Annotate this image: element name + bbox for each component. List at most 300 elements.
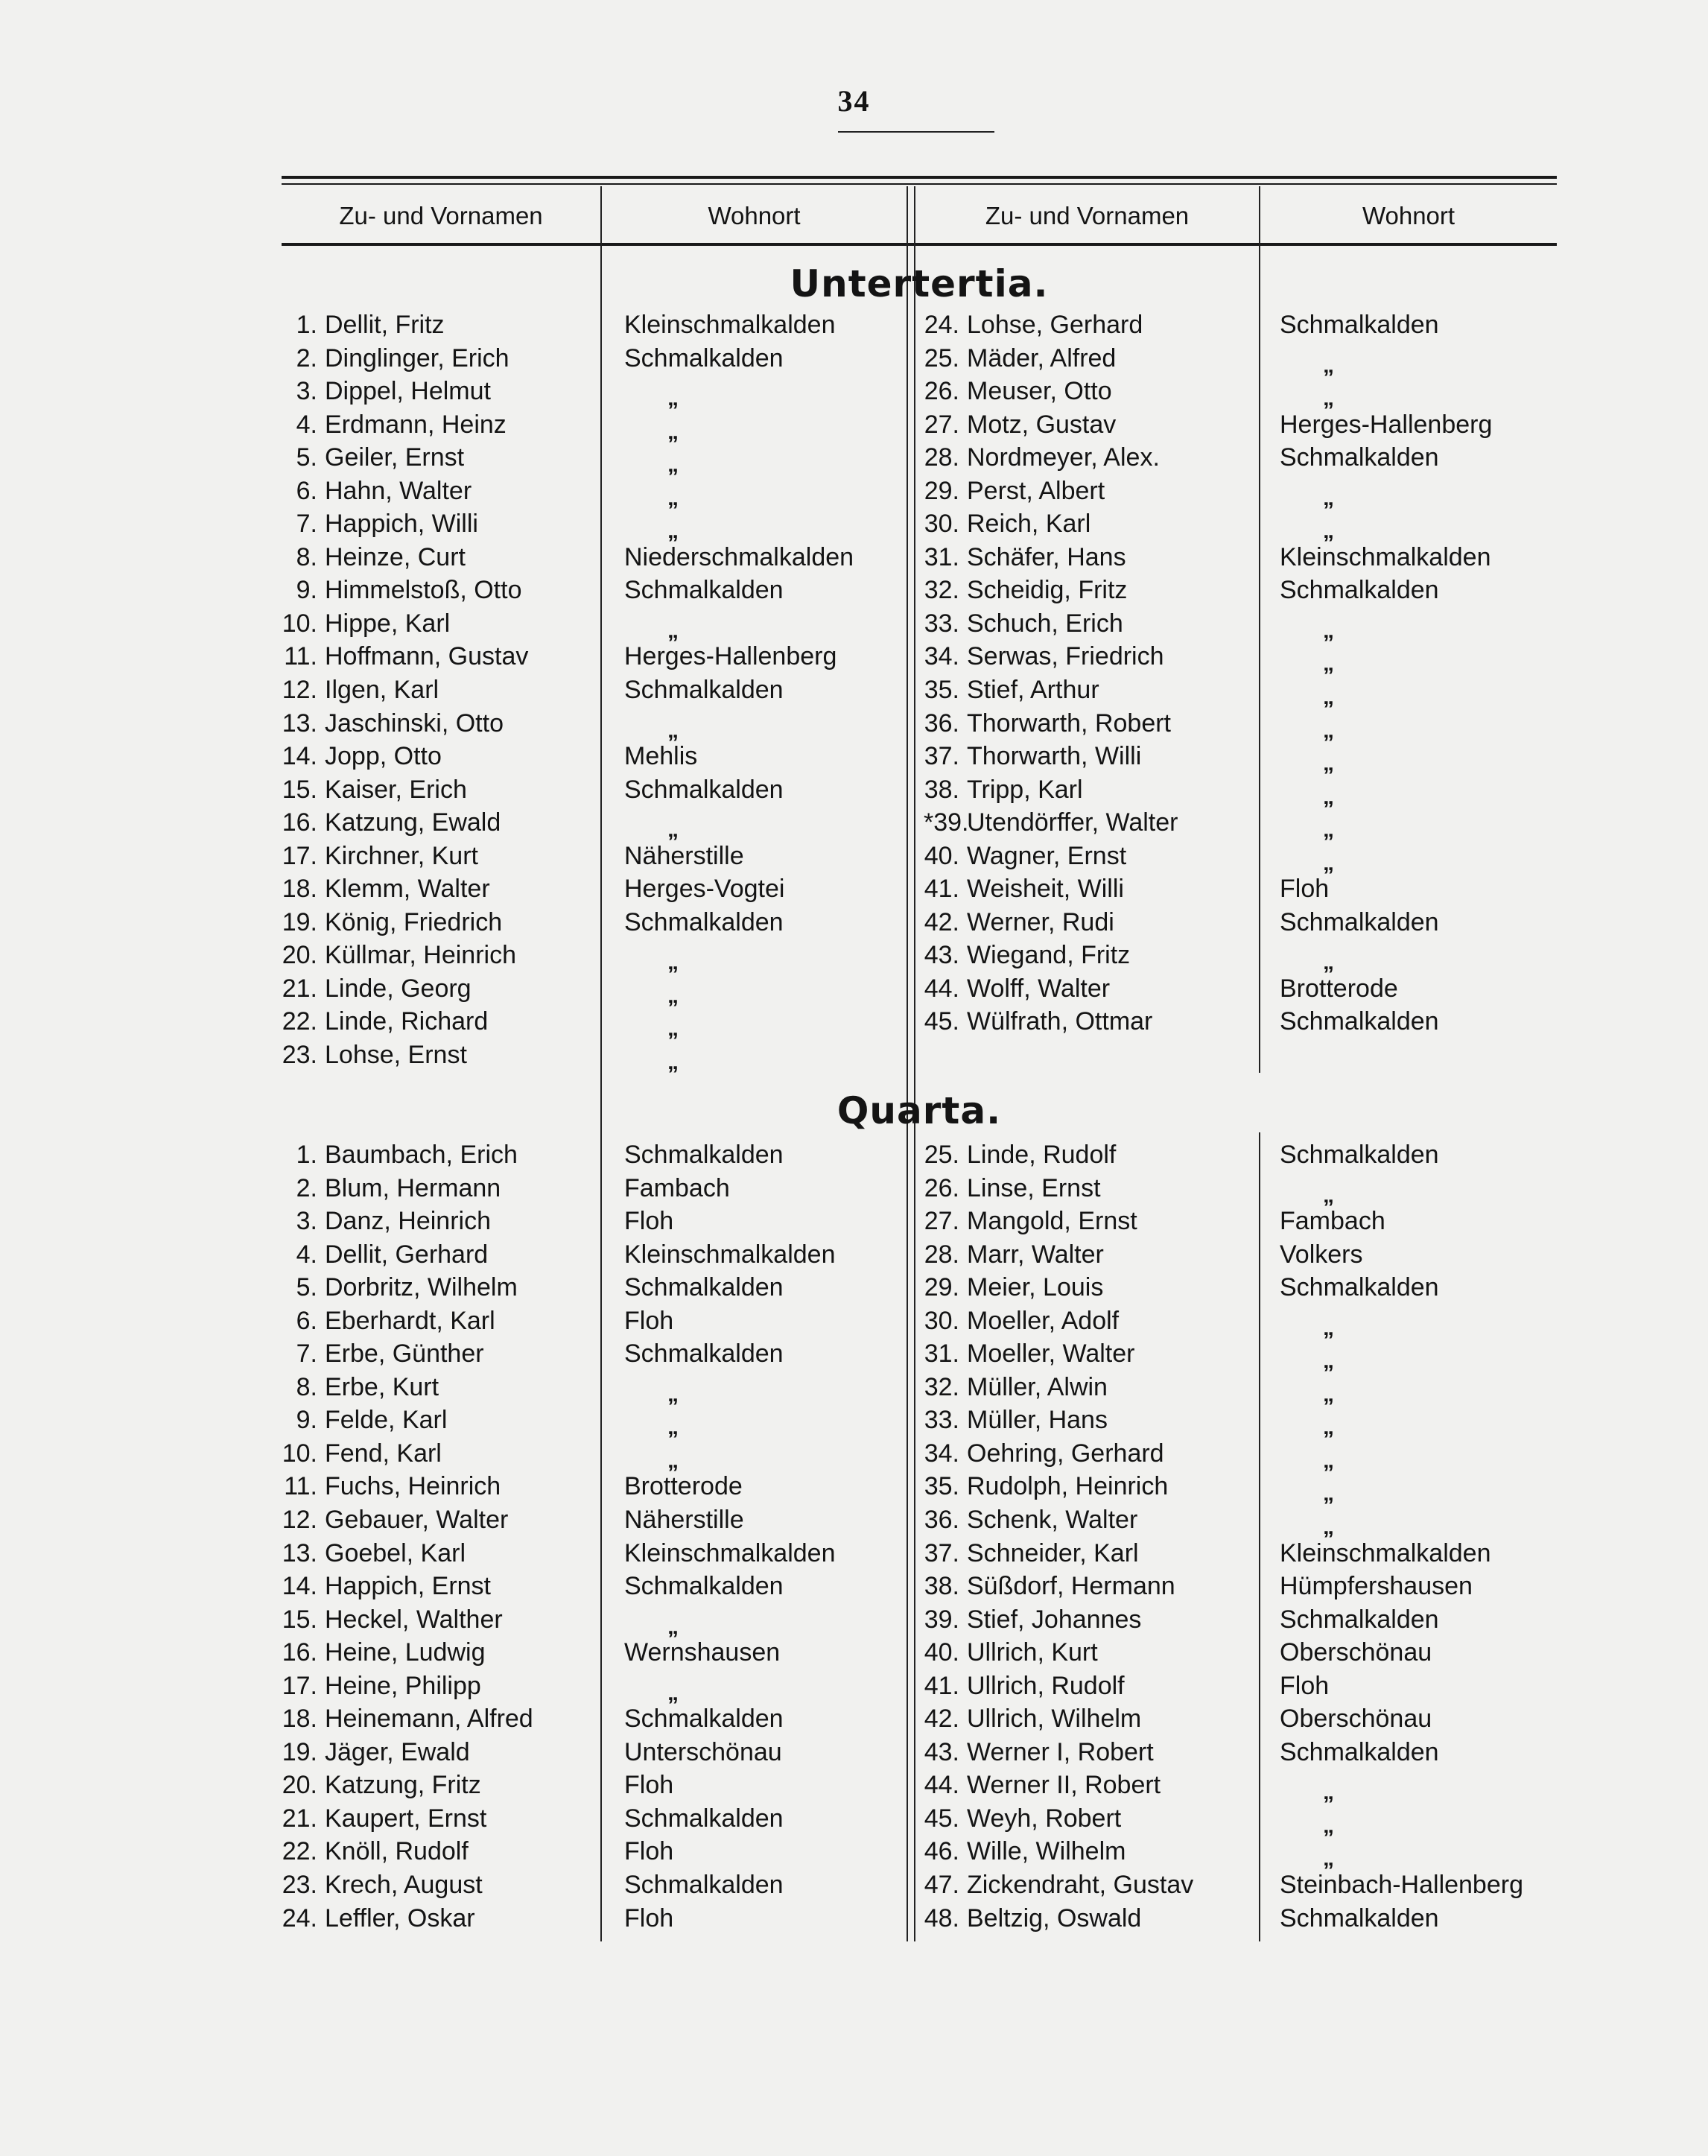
student-name: Hahn, Walter (325, 476, 472, 505)
table-row (624, 408, 907, 442)
table-row (924, 806, 1259, 840)
table-row (1280, 1371, 1557, 1407)
student-name: Ilgen, Karl (325, 676, 439, 705)
entry-number: 20. (282, 1771, 317, 1800)
entry-number: 18. (282, 875, 317, 904)
table-row (624, 1670, 907, 1703)
table-row (282, 740, 600, 773)
table-row (1280, 1404, 1557, 1440)
table-row (624, 906, 907, 939)
table-row (1280, 574, 1557, 607)
residence: Floh (1280, 875, 1330, 904)
table-row (924, 1470, 1259, 1503)
entry-number: 44. (924, 1771, 959, 1800)
residence: „ (667, 419, 679, 444)
table-row (282, 1802, 600, 1836)
entry-number: 12. (282, 1506, 317, 1535)
untertertia-right-places (1280, 308, 1557, 1072)
student-name: Reich, Karl (967, 510, 1091, 539)
residence: „ (1323, 1846, 1334, 1871)
residence: Floh (624, 1771, 674, 1800)
table-row (282, 1537, 600, 1570)
residence: „ (1323, 352, 1334, 378)
table-row (924, 1802, 1259, 1836)
residence: „ (667, 1050, 679, 1075)
table-row (924, 939, 1259, 972)
table-row (282, 1337, 600, 1371)
entry-number: 23. (282, 1041, 317, 1070)
student-name: König, Friedrich (325, 907, 503, 936)
residence: „ (1323, 1515, 1334, 1540)
student-name: Ullrich, Rudolf (967, 1671, 1125, 1700)
entry-number: 16. (282, 808, 317, 837)
table-row (924, 707, 1259, 741)
residence: Schmalkalden (624, 775, 784, 804)
table-row (282, 1172, 600, 1205)
table-row (924, 906, 1259, 939)
entry-number: 37. (924, 742, 959, 771)
residence: Schmalkalden (624, 1273, 784, 1302)
entry-number: 32. (924, 1372, 959, 1401)
entry-number: 4. (296, 1240, 317, 1269)
student-name: Linse, Ernst (967, 1173, 1101, 1202)
entry-number: 21. (282, 1804, 317, 1833)
student-name: Erbe, Kurt (325, 1372, 439, 1401)
table-row (624, 773, 907, 807)
table-row (282, 1238, 600, 1272)
entry-number: 40. (924, 841, 959, 870)
entry-number: 33. (924, 609, 959, 638)
student-name: Danz, Heinrich (325, 1207, 491, 1236)
table-row (624, 939, 907, 975)
table-row (1280, 1503, 1557, 1540)
student-name: Nordmeyer, Alex. (967, 443, 1160, 472)
residence: „ (667, 1381, 679, 1407)
table-row (924, 1172, 1259, 1205)
table-row (924, 1404, 1259, 1437)
entry-number: 31. (924, 542, 959, 571)
entry-number: 14. (282, 742, 317, 771)
student-name: Mangold, Ernst (967, 1207, 1137, 1236)
table-row (282, 840, 600, 873)
table-row (624, 872, 907, 906)
entry-number: 8. (296, 1372, 317, 1401)
table-row (624, 1039, 907, 1075)
residence: Schmalkalden (624, 676, 784, 705)
table-row (624, 1470, 907, 1503)
table-row (624, 308, 907, 342)
table-row (1280, 308, 1557, 342)
student-name: Weisheit, Willi (967, 875, 1124, 904)
entry-number: 34. (924, 642, 959, 671)
table-row (924, 1271, 1259, 1304)
table-row (924, 1039, 1259, 1072)
student-name: Erdmann, Heinz (325, 410, 507, 439)
student-name: Katzung, Fritz (325, 1771, 481, 1800)
student-name: Tripp, Karl (967, 775, 1083, 804)
table-row (624, 375, 907, 411)
residence: „ (667, 1614, 679, 1639)
residence: Schmalkalden (1280, 907, 1439, 936)
header-place-right: Wohnort (1362, 202, 1455, 229)
residence: „ (1323, 784, 1334, 809)
residence: Floh (624, 1903, 674, 1933)
table-row (282, 1603, 600, 1637)
table-row (924, 1736, 1259, 1769)
residence: Volkers (1280, 1240, 1363, 1269)
table-row (924, 375, 1259, 408)
residence: Brotterode (1280, 974, 1398, 1003)
table-row (1280, 640, 1557, 676)
student-name: Klemm, Walter (325, 875, 490, 904)
student-name: Blum, Hermann (325, 1173, 501, 1202)
entry-number: 3. (296, 1207, 317, 1236)
entry-number: 19. (282, 1737, 317, 1766)
student-name: Marr, Walter (967, 1240, 1104, 1269)
residence: Fambach (1280, 1207, 1385, 1236)
table-row (282, 1304, 600, 1338)
page-number-rule (838, 131, 994, 133)
table-row (624, 1902, 907, 1935)
table-row (624, 1271, 907, 1304)
table-row (1280, 1802, 1557, 1836)
entry-number: 15. (282, 1605, 317, 1634)
table-row (1280, 342, 1557, 378)
table-row (282, 408, 600, 442)
residence: Schmalkalden (624, 1871, 784, 1900)
residence: Schmalkalden (624, 1572, 784, 1601)
table-row (282, 773, 600, 807)
table-row (924, 441, 1259, 475)
table-row (924, 840, 1259, 873)
table-row (1280, 1769, 1557, 1805)
table-row (282, 1736, 600, 1769)
student-name: Wiegand, Fritz (967, 941, 1131, 970)
student-name: Lohse, Ernst (325, 1041, 467, 1070)
table-row (282, 1138, 600, 1172)
entry-number: 35. (924, 1472, 959, 1501)
quarta-right-names (924, 1138, 1259, 1935)
student-name: Schuch, Erich (967, 609, 1123, 638)
table-row (282, 707, 600, 741)
table-row (924, 342, 1259, 375)
residence: Kleinschmalkalden (624, 1538, 836, 1567)
entry-number: 12. (282, 676, 317, 705)
column-divider-3-lower (1259, 1132, 1260, 1941)
entry-number: 38. (924, 1572, 959, 1601)
residence: Oberschönau (1280, 1638, 1432, 1667)
student-name: Linde, Richard (325, 1007, 489, 1036)
table-row (1280, 1437, 1557, 1471)
table-row (282, 872, 600, 906)
column-divider-3-upper (1259, 186, 1260, 1073)
table-row (1280, 1337, 1557, 1374)
table-row (624, 441, 907, 478)
student-name: Dippel, Helmut (325, 377, 491, 406)
table-row (624, 475, 907, 508)
entry-number: 26. (924, 1173, 959, 1202)
residence: Herges-Hallenberg (624, 642, 837, 671)
residence: Schmalkalden (1280, 576, 1439, 605)
residence: Schmalkalden (624, 1141, 784, 1169)
table-row (924, 1670, 1259, 1703)
student-name: Schenk, Walter (967, 1506, 1138, 1535)
entry-number: 41. (924, 875, 959, 904)
table-row (624, 840, 907, 873)
student-name: Zickendraht, Gustav (967, 1871, 1194, 1900)
table-row (624, 1868, 907, 1902)
residence: Wernshausen (624, 1638, 781, 1667)
table-row (624, 1304, 907, 1338)
table-row (1280, 740, 1557, 776)
table-row (1280, 906, 1557, 939)
residence: Schmalkalden (624, 1705, 784, 1734)
student-name: Stief, Arthur (967, 676, 1099, 705)
entry-number: 9. (296, 576, 317, 605)
student-name: Motz, Gustav (967, 410, 1117, 439)
student-name: Heinemann, Alfred (325, 1705, 533, 1734)
table-row (624, 1238, 907, 1272)
residence: „ (1323, 751, 1334, 776)
residence: „ (1323, 1448, 1334, 1473)
residence: Herges-Vogtei (624, 875, 785, 904)
student-name: Schäfer, Hans (967, 542, 1126, 571)
table-row (1280, 541, 1557, 574)
residence: Floh (624, 1207, 674, 1236)
table-row (282, 1271, 600, 1304)
entry-number: 19. (282, 907, 317, 936)
student-name: Eberhardt, Karl (325, 1306, 495, 1335)
entry-number: 25. (924, 343, 959, 372)
table-row (1280, 840, 1557, 873)
residence: Kleinschmalkalden (1280, 1538, 1491, 1567)
table-row (924, 541, 1259, 574)
table-row (624, 607, 907, 641)
table-row (924, 1437, 1259, 1471)
residence: Niederschmalkalden (624, 542, 854, 571)
residence: Kleinschmalkalden (1280, 542, 1491, 571)
student-name: Happich, Ernst (325, 1572, 491, 1601)
entry-number: 41. (924, 1671, 959, 1700)
residence: „ (1323, 717, 1334, 743)
table-row (1280, 375, 1557, 411)
table-row (924, 1868, 1259, 1902)
residence: „ (1323, 1813, 1334, 1838)
entry-number: 2. (296, 343, 317, 372)
residence: „ (667, 983, 679, 1008)
table-row (282, 1835, 600, 1868)
residence: Fambach (624, 1173, 730, 1202)
table-row (924, 1138, 1259, 1172)
student-name: Happich, Willi (325, 510, 478, 539)
student-name: Ullrich, Wilhelm (967, 1705, 1142, 1734)
entry-number: 9. (296, 1406, 317, 1435)
table-row (624, 1769, 907, 1802)
residence: Kleinschmalkalden (624, 1240, 836, 1269)
table-row (624, 640, 907, 673)
residence: Schmalkalden (1280, 1141, 1439, 1169)
student-name: Hoffmann, Gustav (325, 642, 529, 671)
residence: Schmalkalden (624, 1804, 784, 1833)
table-row (1280, 1005, 1557, 1039)
entry-number: 23. (282, 1871, 317, 1900)
student-name: Müller, Hans (967, 1406, 1108, 1435)
student-name: Rudolph, Heinrich (967, 1472, 1169, 1501)
student-name: Dellit, Gerhard (325, 1240, 489, 1269)
table-row (624, 574, 907, 607)
residence: „ (1323, 1315, 1334, 1340)
table-row (282, 441, 600, 475)
table-row (624, 806, 907, 843)
residence: Brotterode (624, 1472, 743, 1501)
table-row (282, 1868, 600, 1902)
table-row (1280, 1205, 1557, 1238)
entry-number: 45. (924, 1804, 959, 1833)
table-row (282, 1670, 600, 1703)
table-row (282, 1205, 600, 1238)
table-row (1280, 507, 1557, 544)
residence: Schmalkalden (1280, 1605, 1439, 1634)
student-name: Himmelstoß, Otto (325, 576, 522, 605)
table-row (282, 1371, 600, 1404)
residence: Unterschönau (624, 1737, 782, 1766)
student-name: Mäder, Alfred (967, 343, 1117, 372)
residence: Kleinschmalkalden (624, 311, 836, 339)
entry-number: 13. (282, 1538, 317, 1567)
student-name: Müller, Alwin (967, 1372, 1108, 1401)
student-name: Linde, Georg (325, 974, 472, 1003)
student-name: Perst, Albert (967, 476, 1105, 505)
student-name: Katzung, Ewald (325, 808, 501, 837)
table-row (282, 806, 600, 840)
table-row (924, 1570, 1259, 1603)
table-row (924, 574, 1259, 607)
entry-number: 37. (924, 1538, 959, 1567)
student-name: Thorwarth, Willi (967, 742, 1142, 771)
table-row (282, 1902, 600, 1935)
top-rule-thin (282, 183, 1557, 185)
residence: Floh (624, 1837, 674, 1866)
table-row (282, 375, 600, 408)
entry-number: 25. (924, 1141, 959, 1169)
student-name: Heine, Ludwig (325, 1638, 486, 1667)
table-row (924, 308, 1259, 342)
entry-number: 10. (282, 1439, 317, 1468)
entry-number: 31. (924, 1339, 959, 1369)
student-name: Moeller, Adolf (967, 1306, 1120, 1335)
residence: „ (1323, 950, 1334, 975)
table-row (1280, 1537, 1557, 1570)
residence: „ (1323, 817, 1334, 843)
table-row (282, 308, 600, 342)
table-row (1280, 1304, 1557, 1338)
residence: „ (667, 950, 679, 975)
table-row (282, 507, 600, 541)
table-row (282, 1503, 600, 1537)
student-name: Wagner, Ernst (967, 841, 1127, 870)
table-row (1280, 1736, 1557, 1769)
student-name: Scheidig, Fritz (967, 576, 1128, 605)
entry-number: 43. (924, 1737, 959, 1766)
entry-number: 26. (924, 377, 959, 406)
table-row (1280, 1603, 1557, 1637)
entry-number: 22. (282, 1007, 317, 1036)
table-row (282, 1636, 600, 1670)
student-name: Dinglinger, Erich (325, 343, 509, 372)
student-name: Werner I, Robert (967, 1737, 1154, 1766)
table-row (1280, 1238, 1557, 1272)
entry-number: 21. (282, 974, 317, 1003)
table-row (282, 1702, 600, 1736)
table-row (1280, 673, 1557, 710)
student-name: Ullrich, Kurt (967, 1638, 1098, 1667)
table-row (1280, 1039, 1557, 1072)
residence: Schmalkalden (624, 907, 784, 936)
table-row (924, 507, 1259, 541)
table-row (1280, 872, 1557, 906)
table-row (1280, 1138, 1557, 1172)
entry-number: 43. (924, 941, 959, 970)
section-title-quarta: Quarta. (836, 1089, 1002, 1132)
residence: „ (1323, 519, 1334, 544)
residence: Floh (624, 1306, 674, 1335)
entry-number: 15. (282, 775, 317, 804)
student-name: Felde, Karl (325, 1406, 448, 1435)
table-row (624, 740, 907, 773)
table-row (282, 640, 600, 673)
entry-number: 7. (296, 510, 317, 539)
table-row (282, 1404, 600, 1437)
table-row (624, 1835, 907, 1868)
student-name: Fend, Karl (325, 1439, 442, 1468)
table-row (624, 1570, 907, 1603)
entry-number: 22. (282, 1837, 317, 1866)
table-row (924, 1902, 1259, 1935)
student-name: Beltzig, Oswald (967, 1903, 1142, 1933)
residence: „ (667, 1415, 679, 1440)
entry-number: 11. (284, 642, 317, 671)
quarta-left-names (282, 1138, 600, 1935)
header-name-right: Zu- und Vornamen (985, 202, 1190, 229)
table-row (924, 1304, 1259, 1338)
table-row (924, 673, 1259, 707)
table-row (624, 507, 907, 544)
student-name: Hippe, Karl (325, 609, 451, 638)
table-row (624, 1337, 907, 1371)
entry-number: 45. (924, 1007, 959, 1036)
student-name: Geiler, Ernst (325, 443, 465, 472)
table-row (282, 475, 600, 508)
table-row (924, 1702, 1259, 1736)
entry-number: 29. (924, 1273, 959, 1302)
table-row (1280, 607, 1557, 641)
entry-number: 40. (924, 1638, 959, 1667)
residence: „ (1323, 1780, 1334, 1805)
table-row (282, 1570, 600, 1603)
top-rule-thick (282, 176, 1557, 179)
table-row (924, 1636, 1259, 1670)
entry-number: 1. (296, 1141, 317, 1169)
student-name: Wolff, Walter (967, 974, 1111, 1003)
table-row (1280, 1702, 1557, 1736)
residence: Herges-Hallenberg (1280, 410, 1493, 439)
column-divider-center-a (907, 186, 908, 1941)
entry-number: 34. (924, 1439, 959, 1468)
residence: „ (667, 717, 679, 743)
entry-number: 16. (282, 1638, 317, 1667)
table-row (624, 1702, 907, 1736)
table-row (1280, 773, 1557, 807)
